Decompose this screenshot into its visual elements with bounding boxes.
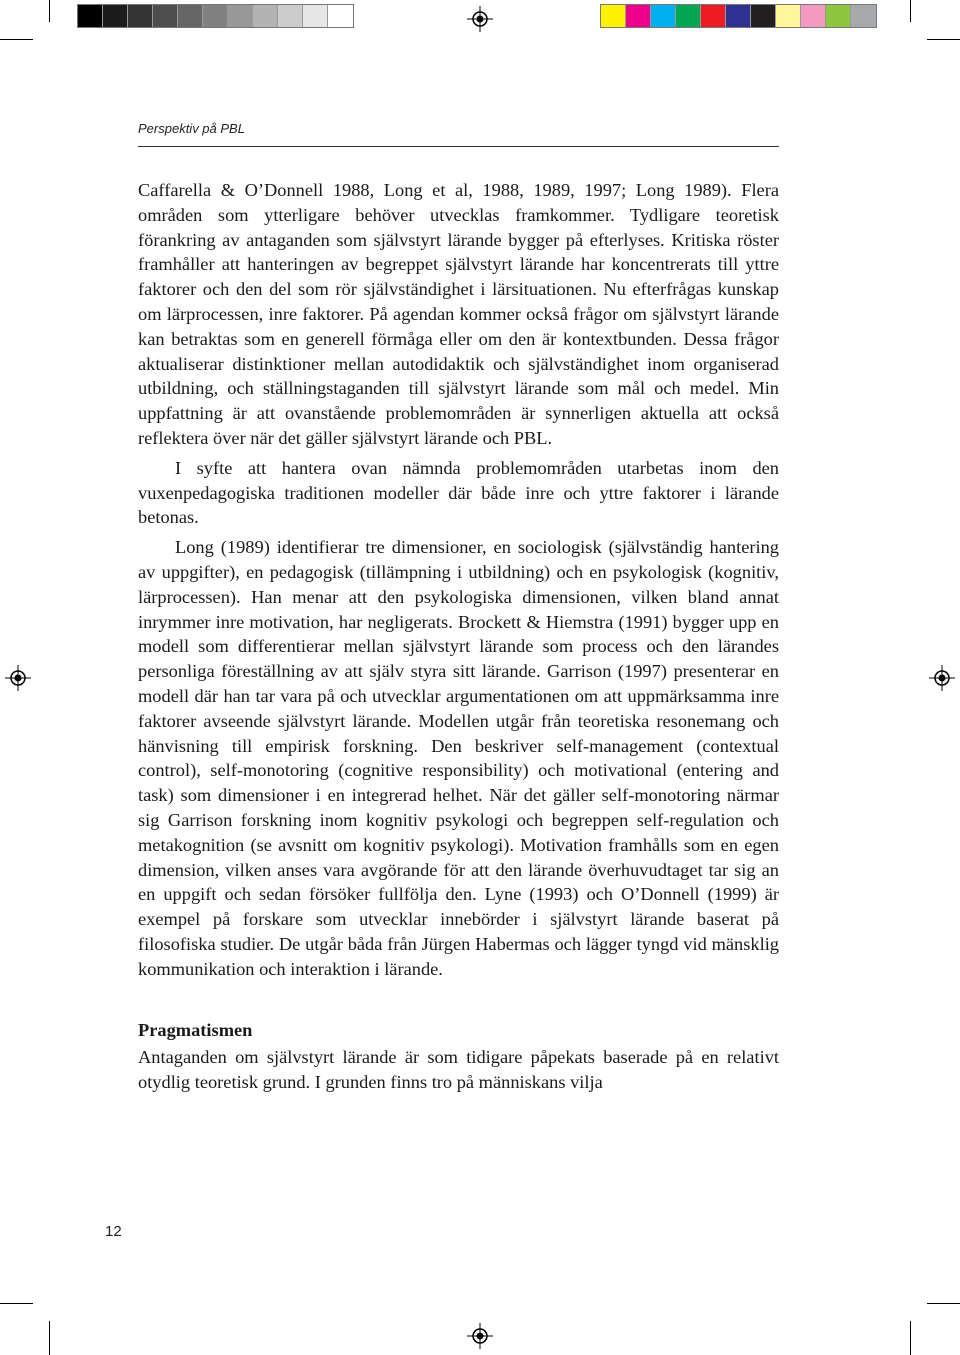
crop-mark xyxy=(49,1321,50,1355)
color-swatch xyxy=(278,5,303,27)
crop-mark xyxy=(927,39,960,40)
crop-mark xyxy=(910,0,911,22)
body-text xyxy=(138,178,779,1100)
color-swatch xyxy=(178,5,203,27)
crop-mark xyxy=(910,1321,911,1355)
crop-mark xyxy=(49,0,50,22)
color-swatch xyxy=(801,5,826,27)
color-swatch xyxy=(253,5,278,27)
running-header: Perspektiv på PBL xyxy=(138,121,245,136)
color-swatch xyxy=(626,5,651,27)
color-swatch xyxy=(826,5,851,27)
crop-mark xyxy=(0,1303,33,1304)
color-swatch xyxy=(203,5,228,27)
color-swatch xyxy=(851,5,876,27)
color-swatch xyxy=(128,5,153,27)
paragraph: I syfte att hantera ovan nämnda problemområden utarbetas inom den vuxenpedagogiska traditionen modeller där både inre och yttre faktorer i lärande betonas. xyxy=(138,457,779,528)
color-swatch xyxy=(701,5,726,27)
color-swatch xyxy=(776,5,801,27)
color-swatch xyxy=(726,5,751,27)
registration-mark-icon xyxy=(929,665,955,691)
color-swatch xyxy=(651,5,676,27)
color-swatch xyxy=(751,5,776,27)
color-swatch xyxy=(303,5,328,27)
color-swatch xyxy=(228,5,253,27)
color-swatch xyxy=(78,5,103,27)
paragraph: Caffarella & O’Donnell 1988, Long et al, 1988, 1989, 1997; Long 1989). Flera områden som ytterligare behöver utvecklas framkommer. Tydligare teoretisk förankring av antaganden som självstyrt lärande bygger på efterlyses. Kritiska röster framhåller att hanteringen av begreppet självstyrt lärande har koncentrerats till yttre faktorer och den del som rör självständighet i lärsituationen. Nu efterfrågas kunskap om lärprocessen, inre faktorer. På agendan kommer också frågor om självstyrt lärande kan betraktas som en generell förmåga eller om den är kontextbunden. Dessa frågor aktualiserar distinktioner mellan autodidaktik och självständighet inom organiserad utbildning, och ställningstaganden till självstyrt lärande som mål och medel. Min uppfattning är att ovanstående problemområden är synnerligen aktuella att också reflektera över när det gäller självstyrt lärande och PBL. xyxy=(138,180,779,448)
color-swatch xyxy=(601,5,626,27)
header-rule xyxy=(138,146,779,147)
registration-mark-icon xyxy=(5,665,31,691)
registration-mark-icon xyxy=(467,1323,493,1349)
color-swatch xyxy=(153,5,178,27)
color-swatch xyxy=(676,5,701,27)
section-heading: Pragmatismen xyxy=(138,1019,253,1040)
gray-calibration-bar xyxy=(77,4,354,28)
registration-mark-icon xyxy=(467,6,493,32)
paragraph: Long (1989) identifierar tre dimensioner, en sociologisk (självständig hantering av uppgifter), en pedagogisk (tillämpning i utbildning) och en psykologisk (kognitiv, lärprocessen). Han menar att den psykologiska dimensionen, vilken bland annat inrymmer inre motivation, har negligerats. Brockett & Hiemstra (1991) bygger upp en modell som differentierar mellan självstyrt lärande som process och den lärandes personliga föreställning av att själv styra sitt lärande. Garrison (1997) presenterar en modell där han tar vara på och utvecklar argumentationen om att uppmärksamma inre faktorer avseende självstyrt lärande. Modellen utgår från teoretiska resonemang och hänvisning till empirisk forskning. Den beskriver self-management (contextual control), self-monotoring (cognitive responsibility) och motivational (entering and task) som dimensioner i en integrerad helhet. När det gäller self-monotoring närmar sig Garrison forskning inom kognitiv psykologi och begreppen self-regulation och metakognition (se avsnitt om kognitiv psykologi). Motivation framhålls som en egen dimension, vilken anses vara avgörande för att den lärande överhuvudtaget tar sig an en uppgift och sedan försöker fullfölja den. Lyne (1993) och O’Donnell (1999) är exempel på forskare som utvecklar innebörder i självstyrt lärande baserat på filosofiska studier. De utgår båda från Jürgen Habermas och lägger tyngd vid mänsklig kommunikation och interaktion i lärande. xyxy=(138,537,779,979)
crop-mark xyxy=(0,39,33,40)
paragraph: Antaganden om självstyrt lärande är som tidigare påpekats baserade på en relativt otydlig teoretisk grund. I grunden finns tro på människans vilja xyxy=(138,1047,779,1093)
crop-mark xyxy=(927,1303,960,1304)
page-number: 12 xyxy=(105,1223,122,1240)
color-swatch xyxy=(328,5,353,27)
color-calibration-bar xyxy=(600,4,877,28)
color-swatch xyxy=(103,5,128,27)
